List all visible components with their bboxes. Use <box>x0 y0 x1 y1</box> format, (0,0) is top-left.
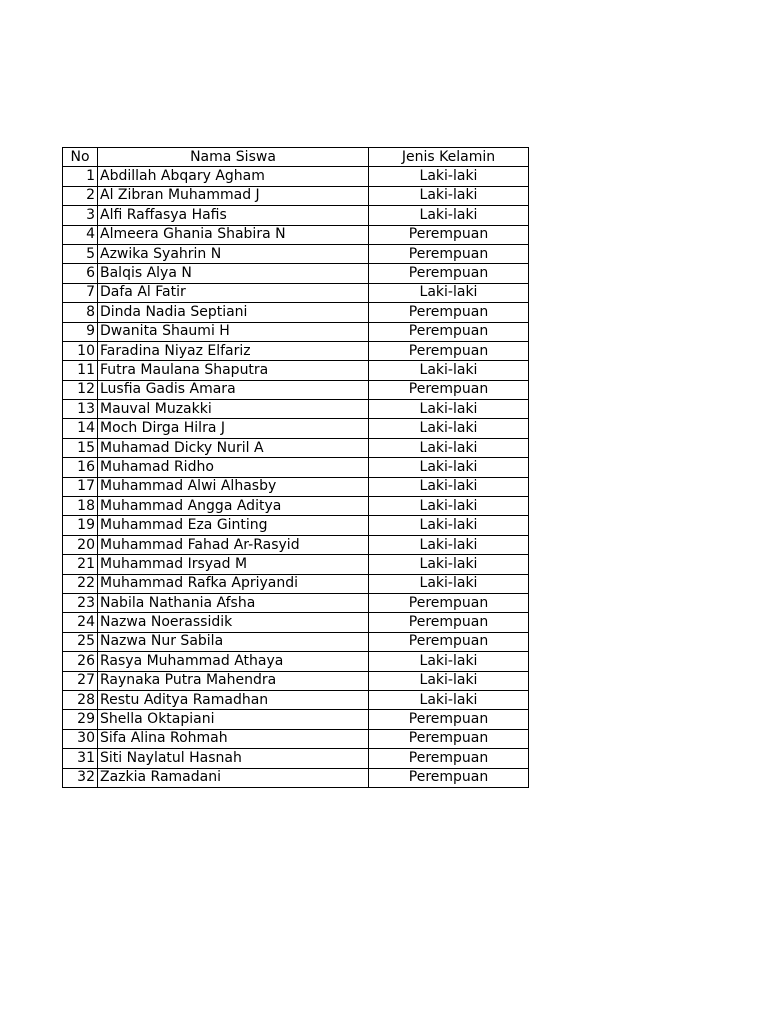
table-row <box>63 186 529 205</box>
table-header <box>63 148 529 167</box>
table-row <box>63 322 529 341</box>
cell-name: Restu Aditya Ramadhan <box>98 690 369 709</box>
cell-no: 16 <box>63 458 98 477</box>
cell-name: Alfi Raffasya Hafis <box>98 206 369 225</box>
cell-name: Raynaka Putra Mahendra <box>98 671 369 690</box>
cell-name: Azwika Syahrin N <box>98 244 369 263</box>
cell-no: 13 <box>63 400 98 419</box>
cell-gender: Laki-laki <box>369 477 529 496</box>
table-row <box>63 361 529 380</box>
cell-no: 17 <box>63 477 98 496</box>
cell-name: Shella Oktapiani <box>98 710 369 729</box>
cell-name: Muhammad Alwi Alhasby <box>98 477 369 496</box>
table-row <box>63 477 529 496</box>
table-row <box>63 400 529 419</box>
cell-no: 32 <box>63 768 98 787</box>
cell-no: 27 <box>63 671 98 690</box>
cell-gender: Laki-laki <box>369 497 529 516</box>
column-header-name: Nama Siswa <box>98 148 369 167</box>
cell-gender: Perempuan <box>369 322 529 341</box>
cell-gender: Perempuan <box>369 710 529 729</box>
cell-gender: Perempuan <box>369 768 529 787</box>
table-row <box>63 729 529 748</box>
cell-no: 29 <box>63 710 98 729</box>
cell-no: 26 <box>63 652 98 671</box>
cell-gender: Perempuan <box>369 632 529 651</box>
cell-gender: Perempuan <box>369 225 529 244</box>
cell-name: Sifa Alina Rohmah <box>98 729 369 748</box>
cell-name: Moch Dirga Hilra J <box>98 419 369 438</box>
cell-gender: Laki-laki <box>369 671 529 690</box>
cell-name: Nazwa Noerassidik <box>98 613 369 632</box>
cell-name: Mauval Muzakki <box>98 400 369 419</box>
table-row <box>63 749 529 768</box>
cell-gender: Perempuan <box>369 613 529 632</box>
cell-name: Muhamad Dicky Nuril A <box>98 438 369 457</box>
cell-name: Abdillah Abqary Agham <box>98 167 369 186</box>
cell-no: 9 <box>63 322 98 341</box>
cell-name: Muhammad Rafka Apriyandi <box>98 574 369 593</box>
cell-gender: Laki-laki <box>369 690 529 709</box>
cell-name: Lusfia Gadis Amara <box>98 380 369 399</box>
table-row <box>63 671 529 690</box>
cell-no: 22 <box>63 574 98 593</box>
cell-no: 11 <box>63 361 98 380</box>
cell-gender: Laki-laki <box>369 516 529 535</box>
cell-no: 4 <box>63 225 98 244</box>
cell-no: 6 <box>63 264 98 283</box>
table-row <box>63 341 529 360</box>
cell-no: 20 <box>63 535 98 554</box>
cell-gender: Laki-laki <box>369 361 529 380</box>
cell-no: 8 <box>63 303 98 322</box>
cell-gender: Laki-laki <box>369 458 529 477</box>
table-row <box>63 438 529 457</box>
student-table <box>62 147 529 788</box>
cell-name: Futra Maulana Shaputra <box>98 361 369 380</box>
table-row <box>63 535 529 554</box>
cell-name: Muhammad Eza Ginting <box>98 516 369 535</box>
cell-gender: Perempuan <box>369 264 529 283</box>
cell-name: Muhammad Irsyad M <box>98 555 369 574</box>
table-row <box>63 710 529 729</box>
cell-gender: Perempuan <box>369 593 529 612</box>
table-row <box>63 283 529 302</box>
cell-gender: Perempuan <box>369 341 529 360</box>
cell-no: 25 <box>63 632 98 651</box>
cell-no: 1 <box>63 167 98 186</box>
cell-gender: Laki-laki <box>369 535 529 554</box>
cell-gender: Perempuan <box>369 380 529 399</box>
cell-gender: Laki-laki <box>369 400 529 419</box>
cell-no: 24 <box>63 613 98 632</box>
table-row <box>63 244 529 263</box>
column-header-gender: Jenis Kelamin <box>369 148 529 167</box>
cell-gender: Laki-laki <box>369 419 529 438</box>
cell-name: Almeera Ghania Shabira N <box>98 225 369 244</box>
cell-no: 28 <box>63 690 98 709</box>
table-row <box>63 225 529 244</box>
table-row <box>63 516 529 535</box>
cell-gender: Laki-laki <box>369 555 529 574</box>
table-row <box>63 652 529 671</box>
cell-gender: Laki-laki <box>369 186 529 205</box>
table-row <box>63 555 529 574</box>
cell-name: Muhammad Fahad Ar-Rasyid <box>98 535 369 554</box>
cell-gender: Laki-laki <box>369 283 529 302</box>
table-row <box>63 458 529 477</box>
cell-name: Balqis Alya N <box>98 264 369 283</box>
cell-name: Nazwa Nur Sabila <box>98 632 369 651</box>
cell-no: 12 <box>63 380 98 399</box>
cell-gender: Perempuan <box>369 749 529 768</box>
cell-name: Dafa Al Fatir <box>98 283 369 302</box>
cell-name: Muhammad Angga Aditya <box>98 497 369 516</box>
cell-no: 14 <box>63 419 98 438</box>
table-row <box>63 264 529 283</box>
cell-gender: Laki-laki <box>369 167 529 186</box>
cell-no: 31 <box>63 749 98 768</box>
table-row <box>63 690 529 709</box>
column-header-no: No <box>63 148 98 167</box>
cell-name: Muhamad Ridho <box>98 458 369 477</box>
cell-gender: Laki-laki <box>369 438 529 457</box>
table-row <box>63 167 529 186</box>
cell-name: Siti Naylatul Hasnah <box>98 749 369 768</box>
cell-name: Zazkia Ramadani <box>98 768 369 787</box>
cell-no: 7 <box>63 283 98 302</box>
cell-gender: Perempuan <box>369 729 529 748</box>
table-row <box>63 419 529 438</box>
cell-name: Dinda Nadia Septiani <box>98 303 369 322</box>
table-row <box>63 768 529 787</box>
cell-no: 10 <box>63 341 98 360</box>
cell-name: Nabila Nathania Afsha <box>98 593 369 612</box>
cell-no: 15 <box>63 438 98 457</box>
cell-name: Dwanita Shaumi H <box>98 322 369 341</box>
cell-gender: Laki-laki <box>369 574 529 593</box>
table-row <box>63 497 529 516</box>
cell-gender: Laki-laki <box>369 206 529 225</box>
table-row <box>63 380 529 399</box>
cell-name: Rasya Muhammad Athaya <box>98 652 369 671</box>
cell-gender: Perempuan <box>369 303 529 322</box>
cell-no: 18 <box>63 497 98 516</box>
header-row <box>63 148 529 167</box>
cell-name: Faradina Niyaz Elfariz <box>98 341 369 360</box>
cell-no: 5 <box>63 244 98 263</box>
cell-no: 30 <box>63 729 98 748</box>
table-row <box>63 206 529 225</box>
table-row <box>63 632 529 651</box>
table-body <box>63 167 529 788</box>
table-row <box>63 593 529 612</box>
cell-gender: Perempuan <box>369 244 529 263</box>
table-row <box>63 574 529 593</box>
table-row <box>63 303 529 322</box>
cell-no: 2 <box>63 186 98 205</box>
cell-no: 3 <box>63 206 98 225</box>
cell-no: 19 <box>63 516 98 535</box>
cell-name: Al Zibran Muhammad J <box>98 186 369 205</box>
cell-no: 21 <box>63 555 98 574</box>
cell-gender: Laki-laki <box>369 652 529 671</box>
cell-no: 23 <box>63 593 98 612</box>
table-row <box>63 613 529 632</box>
